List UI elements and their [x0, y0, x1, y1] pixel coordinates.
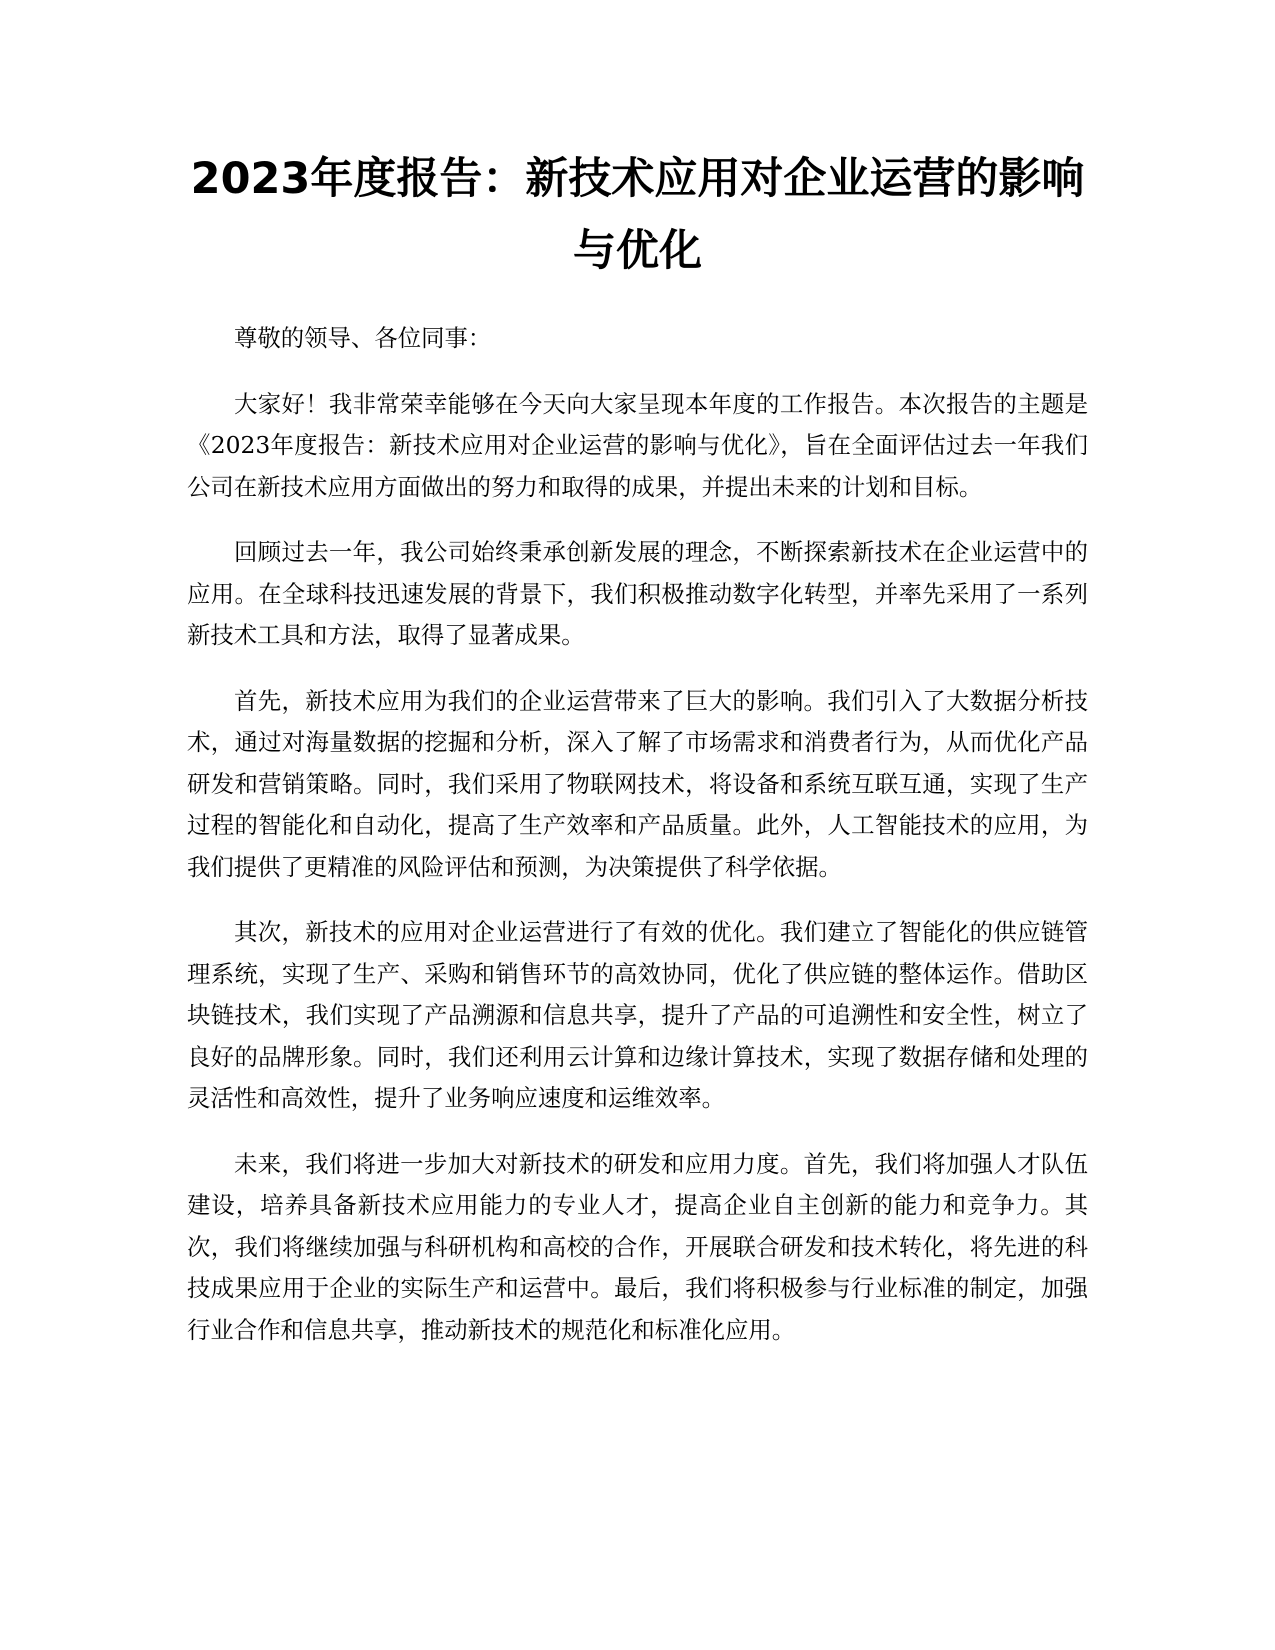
intro-paragraph: 大家好！我非常荣幸能够在今天向大家呈现本年度的工作报告。本次报告的主题是《2023年度报告：新技术应用对企业运营的影响与优化》，旨在全面评估过去一年我们公司在新技术应用方面做出的努力和取得的成果，并提出未来的计划和目标。: [187, 389, 1088, 501]
review-paragraph: 回顾过去一年，我公司始终秉承创新发展的理念，不断探索新技术在企业运营中的应用。在全球科技迅速发展的背景下，我们积极推动数字化转型，并率先采用了一系列新技术工具和方法，取得了显著成果。: [187, 538, 1088, 649]
optimization-paragraph: 其次，新技术的应用对企业运营进行了有效的优化。我们建立了智能化的供应链管理系统，实现了生产、采购和销售环节的高效协同，优化了供应链的整体运作。借助区块链技术，我们实现了产品溯源和信息共享，提升了产品的可追溯性和安全性，树立了良好的品牌形象。同时，我们还利用云计算和边缘计算技术，实现了数据存储和处理的灵活性和高效性，提升了业务响应速度和运维效率。: [187, 918, 1088, 1112]
future-plan-paragraph: 未来，我们将进一步加大对新技术的研发和应用力度。首先，我们将加强人才队伍建设，培养具备新技术应用能力的专业人才，提高企业自主创新的能力和竞争力。其次，我们将继续加强与科研机构和高校的合作，开展联合研发和技术转化，将先进的科技成果应用于企业的实际生产和运营中。最后，我们将积极参与行业标准的制定，加强行业合作和信息共享，推动新技术的规范化和标准化应用。: [187, 1149, 1088, 1344]
document-body: [187, 318, 1088, 1375]
impact-paragraph: 首先，新技术应用为我们的企业运营带来了巨大的影响。我们引入了大数据分析技术，通过对海量数据的挖掘和分析，深入了解了市场需求和消费者行为，从而优化产品研发和营销策略。同时，我们采用了物联网技术，将设备和系统互联互通，实现了生产过程的智能化和自动化，提高了生产效率和产品质量。此外，人工智能技术的应用，为我们提供了更精准的风险评估和预测，为决策提供了科学依据。: [187, 686, 1088, 881]
salutation-paragraph: 尊敬的领导、各位同事：: [234, 324, 492, 352]
document-title: 2023年度报告：新技术应用对企业运营的影响与优化: [190, 154, 1085, 276]
